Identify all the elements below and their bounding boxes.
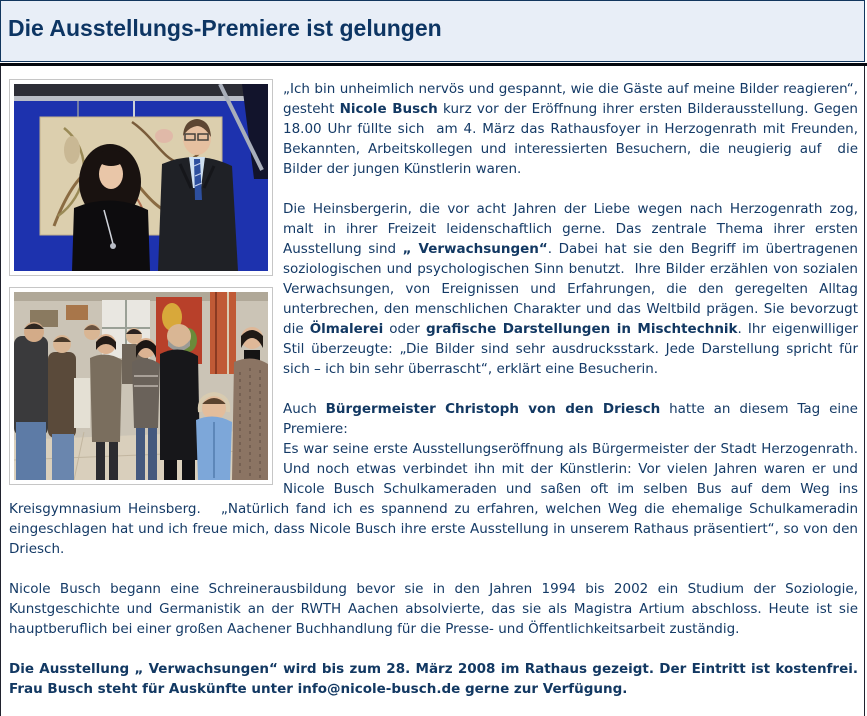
bold-text: Nicole Busch — [339, 101, 438, 117]
article-paragraph: Nicole Busch begann eine Schreinerausbildung bevor sie in den Jahren 1994 bis 2002 ein Studium der Soziologie, Kunstgeschichte und Germanistik an der RWTH Aachen absolvierte, das sie als Magistra Artium abschloss. Heute ist sie hauptberuflich bei einer großen Aachener Buchhandlung für die Presse- und Öffentlichkeitsarbeit zuständig. — [9, 581, 858, 637]
contact-email: info@nicole-busch.de — [297, 681, 461, 697]
bold-text: grafische Darstellungen in Mischtechnik — [426, 321, 738, 337]
page-title: Die Ausstellungs-Premiere ist gelungen — [8, 15, 442, 41]
page-header — [0, 0, 865, 62]
photo-1-image — [14, 84, 268, 271]
bold-text: „ Verwachsungen“ — [402, 241, 548, 257]
article-content — [0, 66, 865, 716]
bold-text: Ölmalerei — [309, 321, 384, 337]
article-paragraph — [9, 659, 858, 699]
article-paragraph: Auch Bürgermeister Christoph von den Driesch hatte an diesem Tag eine Premiere: Es war seine erste Ausstellungseröffnung als Bürgermeister der Stadt Herzogenrath. Und noch etwas verbindet ihn mit der Künstlerin: Vor vielen Jahren waren er und Nicole Busch Schulkameraden und saßen oft im selben Bus auf dem Weg ins Kreisgymnasium Heinsberg. „Natürlich fand ich es spannend zu erfahren, welchen Weg die ehemalige Schulkameradin eingeschlagen hat und ich freue mich, dass Nicole Busch ihre erste Ausstellung in unserem Rathaus präsentiert“, so von den Driesch. — [9, 401, 858, 557]
photo-2-image — [14, 292, 268, 480]
bold-text: gerne zur Verfügung. — [460, 681, 628, 697]
bold-text: Bürgermeister Christoph von den Driesch — [325, 401, 661, 417]
photo-vernissage-visitors — [9, 287, 273, 485]
photo-artist-and-mayor — [9, 79, 273, 276]
article-paragraph: Die Heinsbergerin, die vor acht Jahren der Liebe wegen nach Herzogenrath zog, malt in ihrer Freizeit leidenschaftlich gerne. Das zentrale Thema ihrer ersten Ausstellung sind „ Verwachsungen“. Dabei hat sie den Begriff im übertragenen soziologischen und psychologischen Sinn benutzt. Ihre Bilder erzählen von sozialen Verwachsungen, von Ereignissen und Erfahrungen, die den geregelten Alltag unterbrechen, den menschlichen Charakter und das Weltbild prägen. Sie bevorzugt die Ölmalerei oder grafische Darstellungen in Mischtechnik. Ihr eigenwilliger Stil überzeugte: „Die Bilder sind sehr ausdrucksstark. Jede Darstellung spricht für sich – ich bin sehr überrascht“, erklärt eine Besucherin. — [283, 201, 858, 377]
article-paragraph: „Ich bin unheimlich nervös und gespannt, wie die Gäste auf meine Bilder reagieren“, gesteht Nicole Busch kurz vor der Eröffnung ihrer ersten Bilderausstellung. Gegen 18.00 Uhr füllte sich am 4. März das Rathausfoyer in Herzogenrath mit Freunden, Bekannten, Arbeitskollegen und interessierten Besuchern, die neugierig auf die Bilder der jungen Künstlerin waren. — [283, 81, 858, 177]
bold-text: Die Ausstellung „ Verwachsungen“ wird bis zum 28. März 2008 im Rathaus gezeigt. Der Eintritt ist kostenfrei. Frau Busch steht für Auskünfte unter — [9, 661, 858, 697]
